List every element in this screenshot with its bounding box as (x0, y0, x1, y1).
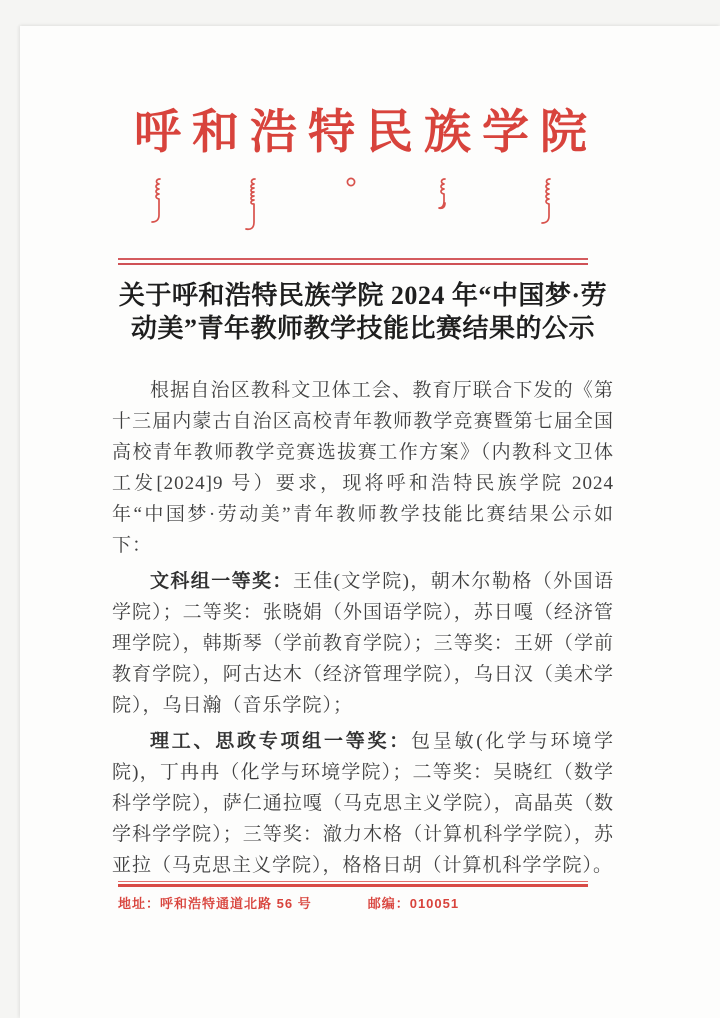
letterhead-divider (118, 258, 588, 265)
footer-contact-line (118, 893, 588, 912)
liberal-arts-paragraph (112, 566, 614, 721)
notice-title-line2: 动美”青年教师教学技能比赛结果的公示 (130, 314, 595, 343)
scanned-document-page (20, 26, 720, 1018)
footer-divider-bottom-line (118, 884, 588, 887)
page-footer (118, 881, 588, 912)
notice-title-line1: 关于呼和浩特民族学院 2024 年“中国梦·劳 (118, 281, 608, 310)
letterhead-divider-bottom-line (118, 263, 588, 265)
document-content (112, 108, 614, 881)
mongolian-script-letter-o-icon (345, 176, 357, 188)
notice-body (112, 375, 614, 881)
science-group-lead: 理工、思政专项组一等奖： (150, 731, 411, 752)
liberal-arts-group-winners: 王佳(文学院)，朝木尔勒格（外国语学院）；二等奖：张晓娟（外国语学院），苏日嘎（经济管理学院），韩斯琴（学前教育学院）；三等奖：王妍（学前教育学院），阿古达木（经济管理学院），乌日汉（美术学院），乌日瀚（音乐学院）； (112, 571, 614, 716)
mongolian-script-word-4-icon (540, 176, 558, 230)
intro-paragraph (112, 375, 614, 561)
science-group-winners: 包呈敏(化学与环境学院)，丁冉冉（化学与环境学院）；二等奖：吴晓红（数学科学学院），萨仁通拉嘎（马克思主义学院），高晶英（数学科学学院）；三等奖：澈力木格（计算机科学学院），苏亚拉（马克思主义学院），格格日胡（计算机科学学院）。 (112, 731, 614, 876)
notice-title (112, 279, 614, 345)
science-paragraph (112, 726, 614, 881)
liberal-arts-group-lead: 文科组一等奖： (150, 571, 293, 592)
address-label: 地址： (118, 896, 161, 911)
mongolian-script-row (112, 176, 614, 234)
postcode-label: 邮编： (367, 896, 410, 911)
postcode-value: 010051 (409, 896, 460, 911)
mongolian-script-word-3-icon (435, 176, 453, 214)
intro-paragraph-text: 根据自治区教科文卫体工会、教育厅联合下发的《第十三届内蒙古自治区高校青年教师教学竞赛暨第七届全国高校青年教师教学竞赛选拔赛工作方案》（内教科文卫体工发[2024]9 号）要求，现将呼和浩特民族学院 2024 年“中国梦·劳动美”青年教师教学技能比赛结果公示如下： (112, 380, 614, 556)
mongolian-script-word-1-icon (150, 176, 168, 228)
mongolian-script-word-2-icon (245, 176, 263, 234)
address-value: 呼和浩特通道北路 56 号 (160, 896, 312, 911)
letterhead-org-name: 呼和浩特民族学院 (134, 107, 598, 159)
